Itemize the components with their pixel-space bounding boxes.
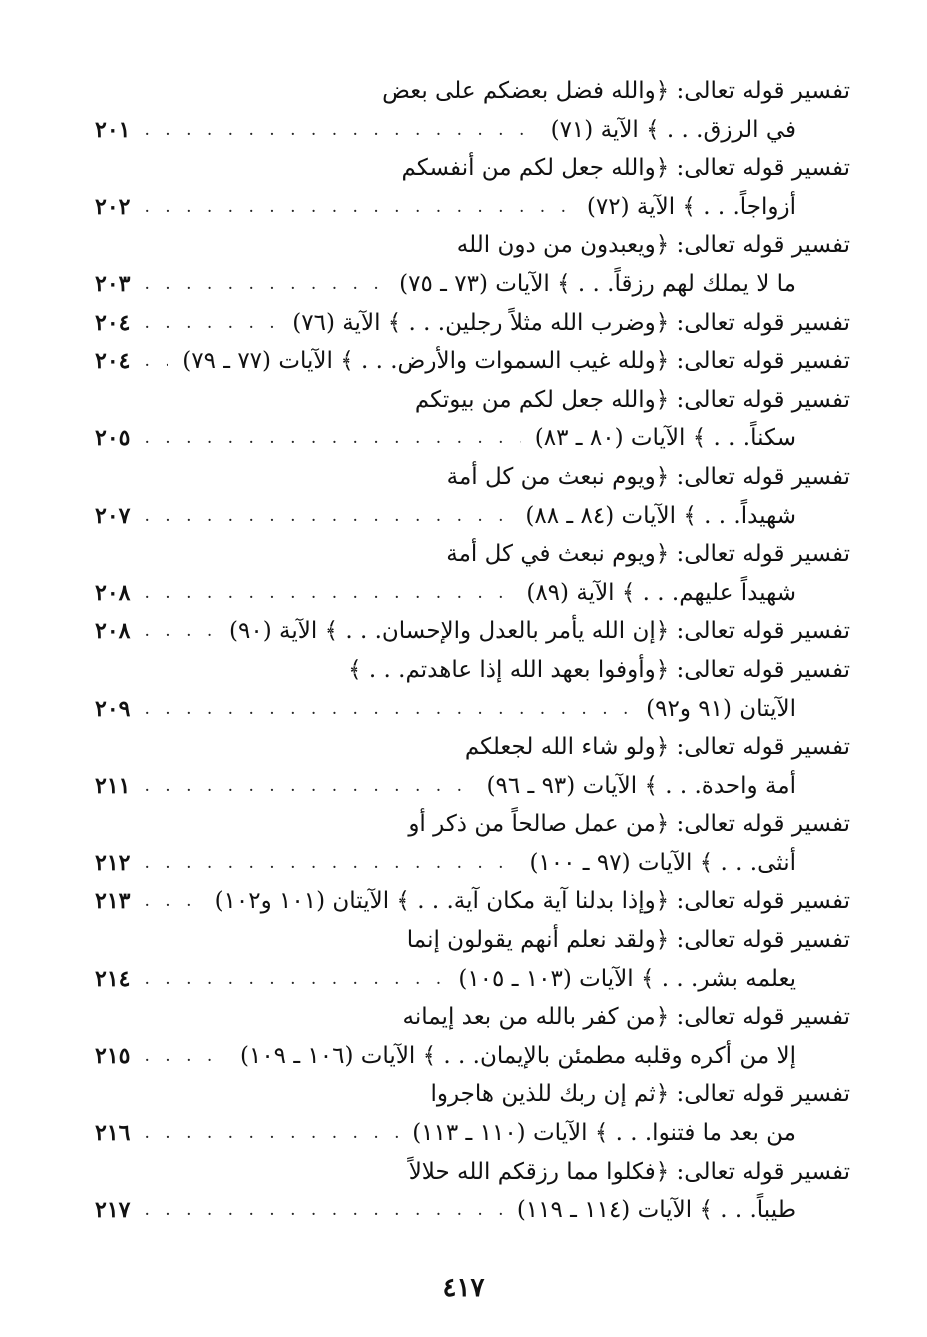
dot-leader — [144, 612, 215, 651]
toc-entry — [95, 381, 850, 458]
dot-leader — [144, 1037, 226, 1076]
toc-entry-text: تفسير قوله تعالى: ﴿ولقد نعلم أنهم يقولون إنما — [406, 927, 850, 954]
toc-entry-continuation-line — [95, 844, 850, 883]
toc-entry-text: شهيداً عليهم. . . ﴾ الآية (٨٩) — [526, 579, 796, 606]
toc-entry-continuation-line — [95, 1191, 850, 1230]
toc-entry-page-number: ٢٠٨ — [95, 579, 131, 606]
dot-leader — [144, 497, 511, 536]
toc-entry — [95, 921, 850, 998]
toc-entry-continuation-line — [95, 265, 850, 304]
toc-entry-title-line — [95, 304, 850, 343]
toc-entry-text: شهيداً. . . ﴾ الآيات (٨٤ ـ ٨٨) — [525, 502, 796, 529]
toc-entry-title-line — [95, 381, 850, 420]
toc-entry-text: ما لا يملك لهم رزقاً. . . ﴾ الآيات (٧٣ ـ ٧٥) — [399, 270, 796, 297]
toc-entry-title-line — [95, 728, 850, 767]
toc-entry — [95, 72, 850, 149]
toc-entry — [95, 998, 850, 1075]
toc-entry-title-line — [95, 651, 850, 690]
toc-entry — [95, 149, 850, 226]
toc-entry-title-line — [95, 1075, 850, 1114]
toc-entry-text: في الرزق. . . ﴾ الآية (٧١) — [550, 116, 796, 143]
dot-leader — [144, 574, 512, 613]
toc-entry-title-line — [95, 998, 850, 1037]
dot-leader — [144, 265, 385, 304]
toc-entry-text: تفسير قوله تعالى: ﴿والله جعل لكم من أنفسكم — [401, 155, 850, 182]
toc-entry-continuation-line — [95, 767, 850, 806]
toc-entry-text: تفسير قوله تعالى: ﴿وضرب الله مثلاً رجلين. . . ﴾ الآية (٧٦) — [292, 309, 850, 336]
toc-entry-title-line — [95, 882, 850, 921]
dot-leader — [144, 960, 444, 999]
toc-entry-title-line — [95, 149, 850, 188]
toc-entry-title-line — [95, 612, 850, 651]
toc-entry-text: إلا من أكره وقلبه مطمئن بالإيمان. . . ﴾ الآيات (١٠٦ ـ ١٠٩) — [239, 1042, 796, 1069]
toc-entry-text: أمة واحدة. . . ﴾ الآيات (٩٣ ـ ٩٦) — [486, 772, 796, 799]
toc-entry-continuation-line — [95, 574, 850, 613]
toc-entry — [95, 226, 850, 303]
toc-entry-continuation-line — [95, 1037, 850, 1076]
toc-entry-title-line — [95, 805, 850, 844]
toc-entry-page-number: ٢٠٧ — [95, 502, 131, 529]
toc-entry — [95, 342, 850, 381]
dot-leader — [144, 844, 515, 883]
toc-entry-text: تفسير قوله تعالى: ﴿والله فضل بعضكم على بعض — [382, 78, 850, 104]
toc-entry-title-line — [95, 1153, 850, 1192]
toc-entry-page-number: ٢٠٣ — [95, 270, 131, 297]
dot-leader — [144, 1191, 502, 1230]
toc-entry — [95, 1075, 850, 1152]
toc-entry-page-number: ٢١٢ — [95, 849, 131, 876]
toc-entry-continuation-line — [95, 497, 850, 536]
toc-entry — [95, 805, 850, 882]
toc-entry — [95, 458, 850, 535]
table-of-contents — [95, 72, 850, 1230]
toc-entry-continuation-line — [95, 960, 850, 999]
dot-leader — [144, 111, 536, 150]
toc-entry-text: تفسير قوله تعالى: ﴿وإذا بدلنا آية مكان آية. . . ﴾ الآيتان (١٠١ و١٠٢) — [214, 888, 850, 915]
toc-entry-page-number: ٢٠٨ — [95, 618, 131, 645]
dot-leader — [144, 882, 200, 921]
toc-entry-title-line — [95, 921, 850, 960]
toc-entry-page-number: ٢٠٩ — [95, 695, 131, 722]
toc-entry-text: تفسير قوله تعالى: ﴿من كفر بالله من بعد إيمانه — [402, 1004, 850, 1031]
toc-entry-title-line — [95, 342, 850, 381]
toc-entry-title-line — [95, 72, 850, 111]
toc-entry-page-number: ٢١١ — [95, 772, 131, 799]
toc-entry-text: تفسير قوله تعالى: ﴿من عمل صالحاً من ذكر أو — [408, 811, 850, 838]
toc-entry-page-number: ٢٠٤ — [95, 348, 131, 375]
toc-entry-text: تفسير قوله تعالى: ﴿فكلوا مما رزقكم الله حلالاً — [408, 1158, 850, 1185]
toc-entry-page-number: ٢٠٢ — [95, 193, 131, 220]
toc-entry-text: تفسير قوله تعالى: ﴿ويوم نبعث في كل أمة — [446, 541, 850, 568]
toc-entry-continuation-line — [95, 1114, 850, 1153]
toc-entry-page-number: ٢٠١ — [95, 116, 131, 143]
toc-entry-text: تفسير قوله تعالى: ﴿إن الله يأمر بالعدل والإحسان. . . ﴾ الآية (٩٠) — [229, 618, 850, 645]
toc-entry — [95, 1153, 850, 1230]
toc-entry — [95, 882, 850, 921]
toc-entry-text: تفسير قوله تعالى: ﴿والله جعل لكم من بيوتكم — [414, 386, 850, 413]
dot-leader — [144, 419, 520, 458]
toc-entry-text: طيباً. . . ﴾ الآيات (١١٤ ـ ١١٩) — [516, 1197, 796, 1224]
toc-entry-continuation-line — [95, 111, 850, 150]
toc-entry-continuation-line — [95, 419, 850, 458]
toc-entry-text: سكناً. . . ﴾ الآيات (٨٠ ـ ٨٣) — [534, 425, 796, 452]
toc-entry — [95, 612, 850, 651]
toc-entry-page-number: ٢٠٤ — [95, 309, 131, 336]
dot-leader — [144, 690, 632, 729]
toc-entry-page-number: ٢١٣ — [95, 888, 131, 915]
toc-entry-text: تفسير قوله تعالى: ﴿ويوم نبعث من كل أمة — [446, 463, 850, 490]
page-number: ٤١٧ — [442, 1273, 485, 1303]
toc-entry-text: يعلمه بشر. . . ﴾ الآيات (١٠٣ ـ ١٠٥) — [458, 965, 796, 992]
toc-entry-text: تفسير قوله تعالى: ﴿ويعبدون من دون الله — [456, 232, 850, 259]
toc-entry-page-number: ٢١٤ — [95, 965, 131, 992]
toc-entry — [95, 535, 850, 612]
toc-entry-text: تفسير قوله تعالى: ﴿وأوفوا بعهد الله إذا عاهدتم. . . ﴾ — [348, 656, 850, 683]
toc-entry — [95, 304, 850, 343]
dot-leader — [144, 342, 168, 381]
dot-leader — [144, 304, 278, 343]
toc-entry-text: من بعد ما فتنوا. . . ﴾ الآيات (١١٠ ـ ١١٣) — [412, 1120, 796, 1147]
toc-entry-text: تفسير قوله تعالى: ﴿ولله غيب السموات والأرض. . . ﴾ الآيات (٧٧ ـ ٧٩) — [182, 348, 850, 375]
toc-entry-text: تفسير قوله تعالى: ﴿ولو شاء الله لجعلكم — [464, 734, 850, 761]
dot-leader — [144, 1114, 398, 1153]
toc-entry-continuation-line — [95, 690, 850, 729]
toc-entry-continuation-line — [95, 188, 850, 227]
toc-entry-page-number: ٢١٦ — [95, 1120, 131, 1147]
toc-entry — [95, 651, 850, 728]
toc-entry-title-line — [95, 535, 850, 574]
toc-entry — [95, 728, 850, 805]
toc-entry-text: أزواجاً. . . ﴾ الآية (٧٢) — [586, 193, 796, 220]
toc-entry-text: أنثى. . . ﴾ الآيات (٩٧ ـ ١٠٠) — [529, 849, 796, 876]
toc-entry-title-line — [95, 458, 850, 497]
toc-entry-page-number: ٢١٧ — [95, 1197, 131, 1224]
dot-leader — [144, 767, 472, 806]
toc-entry-text: الآيتان (٩١ و٩٢) — [646, 695, 796, 722]
toc-entry-page-number: ٢٠٥ — [95, 425, 131, 452]
dot-leader — [144, 188, 572, 227]
toc-entry-text: تفسير قوله تعالى: ﴿ثم إن ربك للذين هاجروا — [430, 1081, 850, 1108]
toc-entry-title-line — [95, 226, 850, 265]
toc-entry-page-number: ٢١٥ — [95, 1042, 131, 1069]
